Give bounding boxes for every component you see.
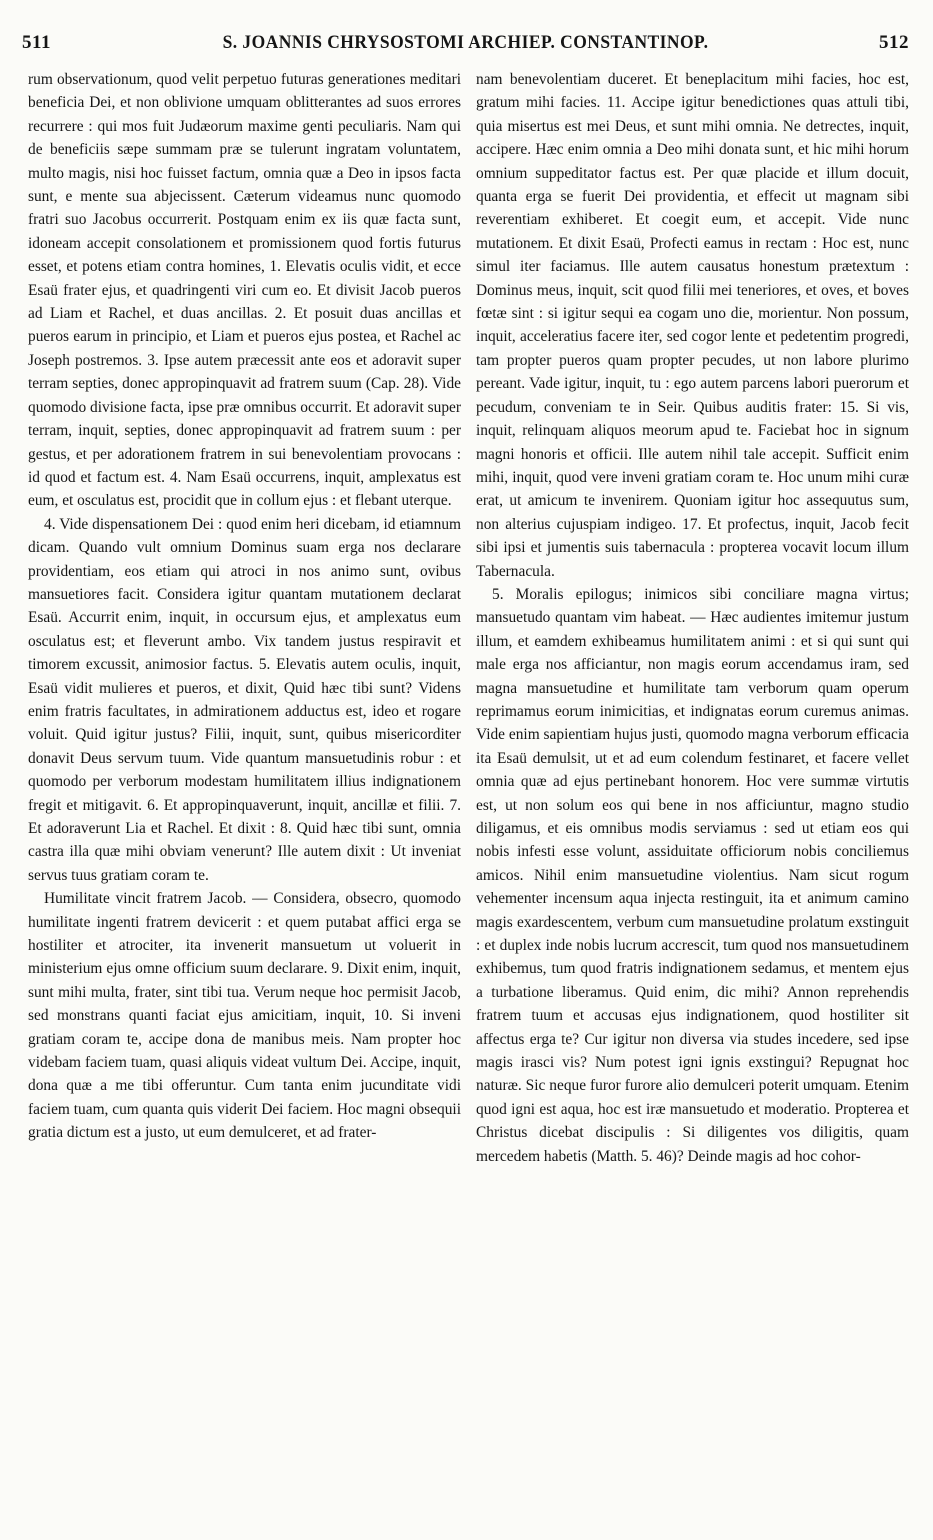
paragraph: nam benevolentiam duceret. Et beneplacitum mihi facies, hoc est, gratum mihi facies. 11. Accipe igitur benedictiones quas attuli tibi, quia misertus est mei Deus, et sunt mihi omnia. Ne detrectes, inquit, accipere. Hæc enim omnia a Deo mihi donata sunt, et hic mihi horum omnium suppeditator factus est. Per quæ placide et illum docuit, quanta erga se fuerit Dei providentia, et effecit ut magnam sibi reverentiam exhiberet. Et coegit eum, et accepit. Vide nunc mutationem. Et dixit Esaü, Profecti eamus in rectam : Hoc est, nunc simul iter faciamus. Ille autem causatus honestum prætextum : Dominus meus, inquit, scit quod filii mei teneriores, et oves, et boves fœtæ sint : si igitur sequi ea cogam uno die, morientur. Non possum, inquit, acceleratius facere iter, sed cogor lente et pedetentim progredi, tam propter pueros quam propter pecudes, ut non labore plurimo pereant. Vade igitur, inquit, tu : ego autem parcens labori puerorum et pecudum, conveniam te in Seir. Quibus auditis frater: 15. Si vis, inquit, relinquam aliquos meorum apud te. Faciebat hoc in signum magni honoris et officii. Ille autem nihil tale accepit. Sufficit enim mihi, inquit, quod vere inveni gratiam coram te. Hoc unum mihi curæ erat, ut amicum te invenirem. Quoniam igitur hoc assequutus sum, non alterius cujuspiam indigeo. 17. Et profectus, inquit, Jacob fecit sibi ipsi et jumentis suis tabernacula : propterea vocavit locum illum Tabernacula.: [476, 71, 909, 580]
paragraph: Humilitate vincit fratrem Jacob. — Considera, obsecro, quomodo humilitate ingenti fratrem devicerit : et quem putabat affici erga se hostiliter et atrociter, ita invenerit mansuetum ut voluerit in ministerium ejus omne officium suum declarare. 9. Dixit enim, inquit, sunt mihi multa, frater, sint tibi tua. Verum neque hoc permisit Jacob, sed monstrans quanti faciat ejus amicitiam, inquit, 10. Si inveni gratiam coram te, accipe dona de manibus meis. Nam propter hoc videbam faciem tuam, quasi aliquis videat vultum Dei. Accipe, inquit, dona quæ a me tibi offeruntur. Cum tanta enim jucunditate vidi faciem tuam, cum quanta quis viderit Dei faciem. Hoc magni obsequii gratia dictum est a justo, ut eum demulceret, et ad frater-: [28, 890, 461, 1142]
right-text-column: [476, 68, 909, 1168]
right-page-number: 512: [879, 32, 909, 53]
paragraph: rum observationum, quod velit perpetuo futuras generationes meditari beneficia Dei, et non oblivione umquam oblitterantes ad suos errores recurrere : qui mos fuit Judæorum maxime genti peculiaris. Nam qui de beneficiis sæpe summam præ se tulerunt ingratam voluntatem, multo magis, nisi hoc fuisset factum, omnia quæ a Deo in ipsos facta sunt, e mente sua abjecissent. Cæterum videamus nunc quomodo fratri suo Jacobus occurrerit. Postquam enim ex iis quæ facta sunt, idoneam accepit consolationem et promissionem quod fortis futurus esset, et potens etiam contra homines, 1. Elevatis oculis vidit, et ecce Esaü frater ejus, et quadringenti viri cum eo. Et divisit Jacob pueros ad Liam et Rachel, et duas ancillas. 2. Et posuit duas ancillas et pueros earum in principio, et Liam et pueros ejus postea, et Rachel ac Joseph postremos. 3. Ipse autem præcessit ante eos et adoravit super terram septies, donec appropinquavit ad fratrem suum (Cap. 28). Vide quomodo divisione facta, ipse præ omnibus occurrit. Et adoravit super terram, inquit, septies, donec appropinquavit ad fratrem suum : per gestus, et per adorationem fratrem in sui benevolentiam provocans : id quod et factum est. 4. Nam Esaü occurrens, inquit, amplexatus est eum, et osculatus est, procidit que in collum ejus : et flebant uterque.: [28, 71, 461, 510]
left-page-number: 511: [22, 32, 51, 53]
paragraph: 5. Moralis epilogus; inimicos sibi conciliare magna virtus; mansuetudo quantam vim habeat. — Hæc audientes imitemur justum illum, et eamdem exhibeamus humilitatem animi : et si qui sunt qui male erga nos afficiantur, non magis eorum accendamus iram, sed magna mansuetudine et humilitate tam verborum quam operum reprimamus eorum inimicitias, et indignatas eorum curemus animas. Vide enim sapientiam hujus justi, quomodo magna verborum efficacia ita Esaü demulsit, ut et ad eum colendum festinaret, et facere vellet omnia quæ ad ejus pertinebant honorem. Hoc vere summæ virtutis est, ut non solum eos qui bene in nos afficiuntur, magno studio diligamus, et eis omnibus modis serviamus : sed ut etiam eos qui nobis infesti esse volunt, assiduitate officiorum nobis conciliemus amicos. Nihil enim mansuetudine violentius. Nam sicut rogum vehementer incensum aqua injecta restinguit, ita et animum camino magis exardescentem, verbum cum mansuetudine prolatum exstinguit : et duplex inde nobis lucrum accrescit, tum quod nos mansuetudinem exhibemus, tum quod fratris indignationem sedamus, et mentem ejus a turbatione liberamus. Quid enim, dic mihi? Annon reprehendis fratrem tuum et accusas ejus indignationem, quod hostiliter sit affectus erga te? Cur igitur non diversa via studes incedere, sed ipse magis irasci vis? Num potest igni ignis exstingui? Repugnat hoc naturæ. Sic neque furor furore alio demulceri poterit umquam. Etenim quod igni est aqua, hoc est iræ mansuetudo et moderatio. Propterea et Christus dicebat discipulis : Si diligentes vos diligitis, quam mercedem habetis (Matth. 5. 46)? Deinde magis ad hoc cohor-: [476, 585, 909, 1165]
left-text-column: [28, 68, 461, 1145]
running-title: S. JOANNIS CHRYSOSTOMI ARCHIEP. CONSTANTINOP.: [222, 32, 709, 53]
paragraph: 4. Vide dispensationem Dei : quod enim heri dicebam, id etiamnum dicam. Quando vult omnium Dominus suam erga nos declarare providentiam, eos etiam qui atroci in nos animo sunt, ovibus mansuetiores facit. Considera igitur quantam mutationem declarat Esaü. Accurrit enim, inquit, in occursum ejus, et amplexatus eum osculatus est; et fleverunt ambo. Vix tandem justus respiravit et timorem excussit, animosior factus. 5. Elevatis autem oculis, inquit, Esaü vidit mulieres et pueros, et dixit, Quid hæc tibi sunt? Videns enim fratris facultates, in admirationem adductus est, ideo et rogare voluit. Quid igitur justus? Filii, inquit, sunt, quibus misericorditer donavit Deus servum tuum. Vide quantum mansuetudinis robur : et quomodo per verborum modestam humilitatem illius indignationem fregit et mitigavit. 6. Et appropinquaverunt, inquit, ancillæ et filii. 7. Et adoraverunt Lia et Rachel. Et dixit : 8. Quid hæc tibi sunt, omnia castra illa quæ mihi obviam venerunt? Ille autem dixit : Ut inveniat servus tuus gratiam coram te.: [28, 515, 461, 884]
running-header: [22, 26, 909, 60]
